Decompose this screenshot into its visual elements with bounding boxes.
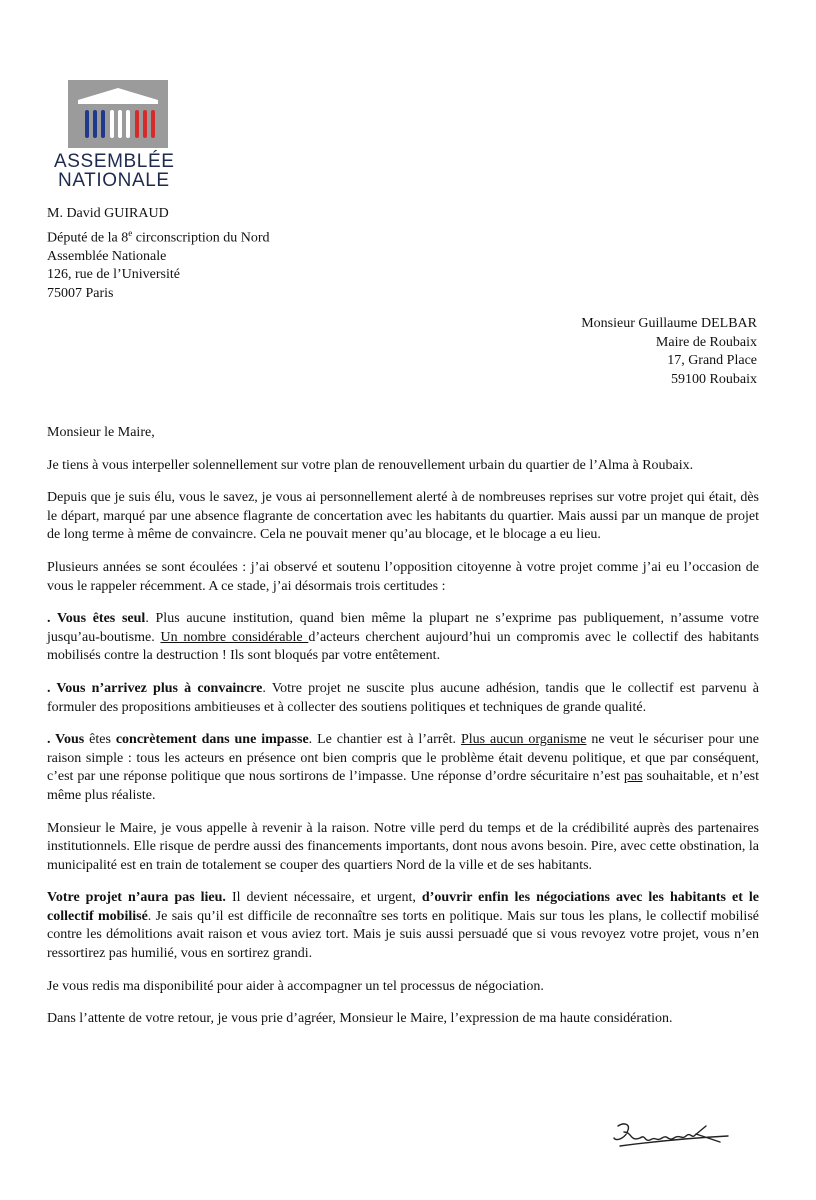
letter-body: [47, 424, 759, 1043]
sender-organization: Assemblée Nationale: [47, 248, 167, 264]
logo-emblem: [68, 80, 168, 148]
handwritten-signature: [610, 1112, 730, 1154]
paragraph-9: Je vous redis ma disponibilité pour aider à accompagner un tel processus de négociation.: [47, 978, 544, 994]
paragraph-2: Depuis que je suis élu, vous le savez, je vous ai personnellement alerté à de nombreuses reprises sur votre projet qui était, dès le départ, marqué par une absence flagrante de concertation avec les habitants du quartier. Mais aussi par un manque de projet de long terme à même de convaincre. Cela ne pouvait mener qu’au blocage, et le blocage a eu lieu.: [47, 490, 759, 543]
logo-line-1: ASSEMBLÉE: [54, 151, 175, 172]
sender-title: Député de la 8e circonscription du Nord: [47, 227, 270, 246]
paragraph-5: . Vous n’arrivez plus à convaincre. Votre projet ne suscite plus aucune adhésion, tandis que le collectif est parvenu à formuler des propositions ambitieuses et à collecter des soutiens politiques et techniques de grande qualité.: [47, 680, 759, 715]
salutation: Monsieur le Maire,: [47, 425, 155, 440]
paragraph-7: Monsieur le Maire, je vous appelle à revenir à la raison. Notre ville perd du temps et de la crédibilité auprès des partenaires institutionnels. Elle risque de perdre aussi des financements importants, dont nous avons besoin. Pire, avec cette obstination, la municipalité est en train de totalement se couper des quartiers Nord de la ville et de ses habitants.: [47, 820, 759, 873]
closing: Dans l’attente de votre retour, je vous prie d’agréer, Monsieur le Maire, l’expression de ma haute considération.: [47, 1011, 673, 1027]
recipient-city: 59100 Roubaix: [671, 371, 757, 387]
sender-street: 126, rue de l’Université: [47, 267, 180, 283]
sender-city: 75007 Paris: [47, 285, 114, 301]
paragraph-1: Je tiens à vous interpeller solennellement sur votre plan de renouvellement urbain du quartier de l’Alma à Roubaix.: [47, 457, 694, 473]
recipient-address-block: [581, 315, 757, 389]
sender-name: M. David GUIRAUD: [47, 206, 169, 221]
assemblee-nationale-logo: [54, 80, 184, 190]
recipient-name: Monsieur Guillaume DELBAR: [581, 316, 757, 331]
paragraph-8: Votre projet n’aura pas lieu. Il devient nécessaire, et urgent, d’ouvrir enfin les négociations avec les habitants et le collectif mobilisé. Je sais qu’il est difficile de reconnaître ses torts en politique. Mais sur tous les plans, le collectif mobilisé contre les démolitions avait raison et vous aviez tort. Mais je suis aussi persuadé que si vous revoyez votre projet, vous n’en ressortirez pas humilié, vous en sortirez grandi.: [47, 890, 759, 962]
logo-line-2: NATIONALE: [58, 170, 170, 191]
paragraph-4: . Vous êtes seul. Plus aucune institution, quand bien même la plupart ne s’exprime pas publiquement, n’assume votre jusqu’au-boutisme. Un nombre considérable d’acteurs cherchent aujourd’hui un compromis avec le collectif des habitants mobilisés contre la destruction ! Ils sont bloqués par votre entêtement.: [47, 611, 760, 664]
recipient-street: 17, Grand Place: [667, 353, 757, 368]
tricolor-columns-icon: [68, 80, 168, 148]
paragraph-3: Plusieurs années se sont écoulées : j’ai observé et soutenu l’opposition citoyenne à votre projet comme j’ai eu l’occasion de vous le rappeler récemment. A ce stade, j’ai désormais trois certitudes :: [47, 559, 759, 594]
paragraph-6: . Vous êtes concrètement dans une impasse. Le chantier est à l’arrêt. Plus aucun organisme ne veut le sécuriser pour une raison simple : tous les acteurs en présence ont bien compris que le problème était devenu politique, et que par conséquent, c’est par une réponse politique que nous sortirons de l’impasse. Une réponse d’ordre sécuritaire n’est pas souhaitable, et n’est même plus réaliste.: [47, 732, 760, 803]
recipient-title: Maire de Roubaix: [655, 334, 757, 350]
sender-address-block: [47, 205, 270, 303]
